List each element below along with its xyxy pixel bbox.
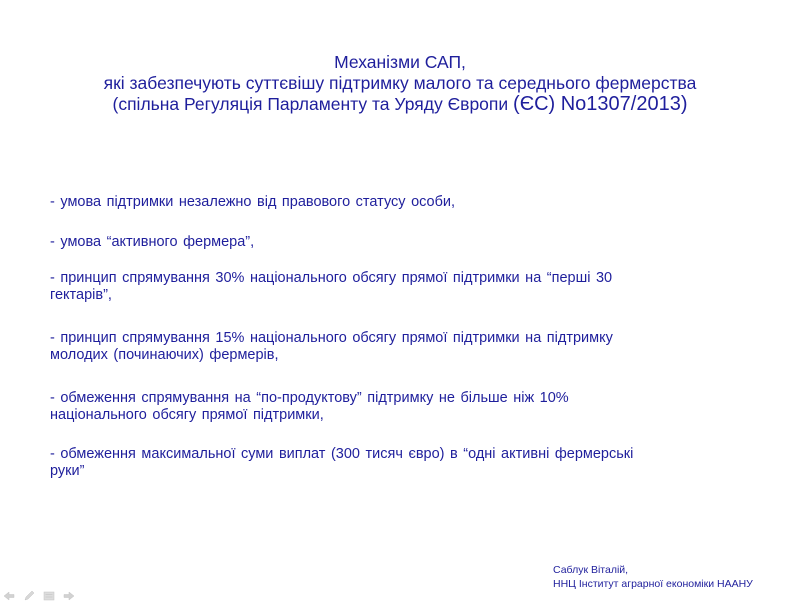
slide-menu-icon[interactable] (42, 589, 56, 603)
arrow-left-icon[interactable] (2, 589, 16, 603)
bullet-line: молодих (починаючих) фермерів, (50, 347, 279, 363)
list-item (50, 194, 455, 211)
list-item (50, 446, 633, 480)
title-line-3-suffix: (ЄС) No1307/2013) (513, 93, 688, 115)
bullet-line: - принцип спрямування 30% національного обсягу прямої підтримки на “перші 30 (50, 270, 613, 286)
bullet-line: - умова підтримки незалежно від правового статусу особи, (50, 194, 456, 210)
pen-icon[interactable] (22, 589, 36, 603)
bullet-line: руки” (50, 463, 85, 479)
bullet-line: - обмеження максимальної суми виплат (300 тисяч євро) в “одні активні фермерські (50, 446, 634, 462)
title-line-1: Механізми САП, (334, 52, 466, 72)
list-item (50, 234, 254, 251)
list-item (50, 390, 569, 424)
bullet-line: - принцип спрямування 15% національного обсягу прямої підтримки на підтримку (50, 330, 613, 346)
bullet-line: гектарів”, (50, 287, 112, 303)
slideshow-toolbar (2, 589, 76, 603)
title-line-3-prefix: (спільна Регуляція Парламенту та Уряду Європи (112, 94, 514, 114)
bullet-line: - умова “активного фермера”, (50, 234, 255, 250)
bullet-line: національного обсягу прямої підтримки, (50, 407, 324, 423)
title-line-3 (0, 94, 800, 115)
bullet-line: - обмеження спрямування на “по-продуктову” підтримку не більше ніж 10% (50, 390, 569, 406)
list-item (50, 330, 613, 364)
arrow-right-icon[interactable] (62, 589, 76, 603)
slide-title (0, 52, 800, 115)
title-line-2: які забезпечують суттєвішу підтримку малого та середнього фермерства (103, 73, 697, 93)
list-item (50, 270, 612, 304)
author-name: Саблук Віталій, (553, 564, 629, 576)
author-block (553, 563, 753, 591)
author-organization: ННЦ Інститут аграрної економіки НААНУ (553, 578, 753, 590)
